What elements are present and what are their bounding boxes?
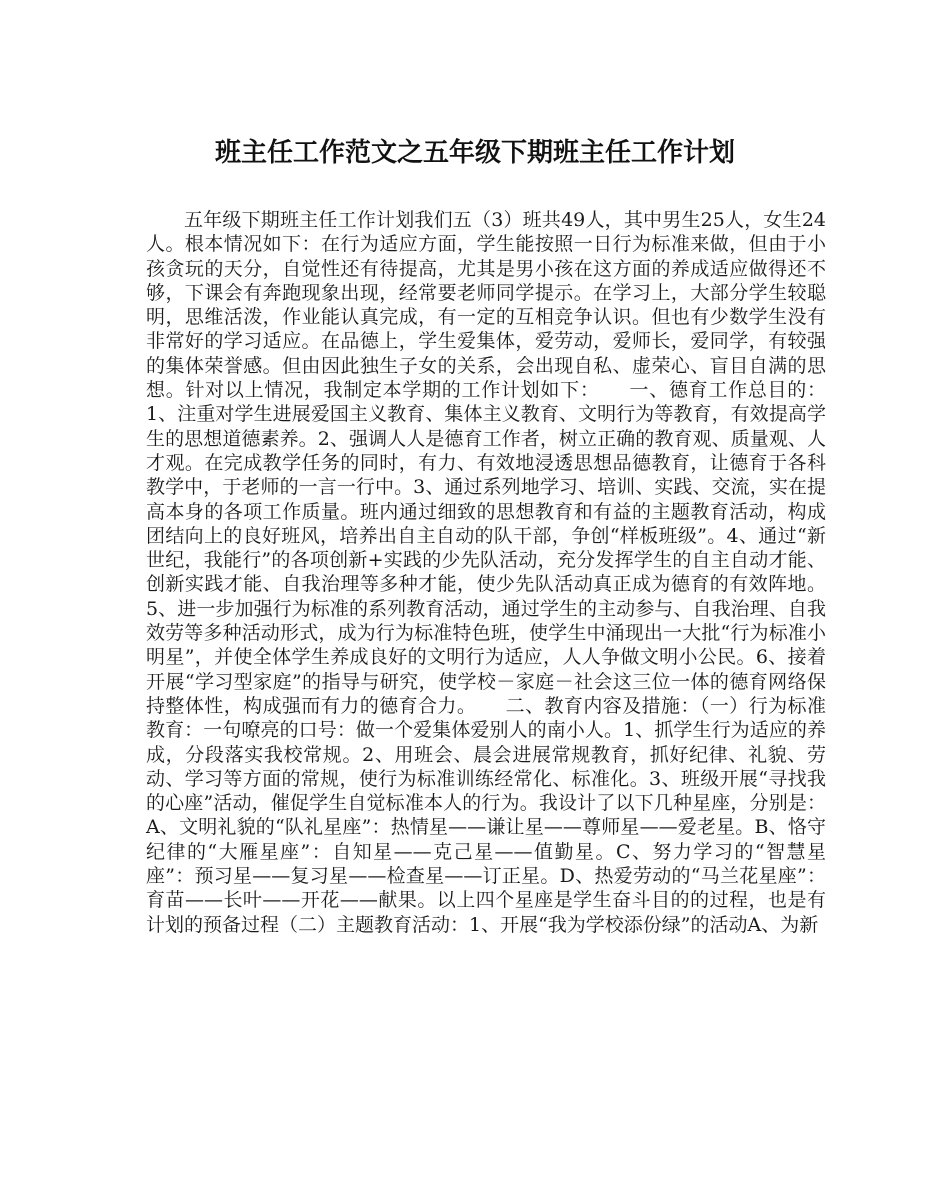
document-title: 班主任工作范文之五年级下期班主任工作计划: [214, 138, 735, 168]
document-body-paragraph: 五年级下期班主任工作计划我们五（3）班共49人，其中男生25人，女生24人。根本情况如下：在行为适应方面，学生能按照一日行为标准来做，但由于小孩贪玩的天分，自觉性还有待提高，尤其是男小孩在这方面的养成适应做得还不够，下课会有奔跑现象出现，经常要老师同学提示。在学习上，大部分学生较聪明，思维活泼，作业能认真完成，有一定的互相竞争认识。但也有少数学生没有非常好的学习适应。在品德上，学生爱集体，爱劳动，爱师长，爱同学，有较强的集体荣誉感。但由因此独生子女的关系，会出现自私、虚荣心、盲目自满的思想。针对以上情况，我制定本学期的工作计划如下： 一、德育工作总目的：1、注重对学生进展爱国主义教育、集体主义教育、文明行为等教育，有效提高学生的思想道德素养。2、强调人人是德育工作者，树立正确的教育观、质量观、人才观。在完成教学任务的同时，有力、有效地浸透思想品德教育，让德育于各科教学中，于老师的一言一行中。3、通过系列地学习、培训、实践、交流，实在提高本身的各项工作质量。班内通过细致的思想教育和有益的主题教育活动，构成团结向上的良好班风，培养出自主自动的队干部，争创“样板班级”。4、通过“新世纪，我能行”的各项创新+实践的少先队活动，充分发挥学生的自主自动才能、创新实践才能、自我治理等多种才能，使少先队活动真正成为德育的有效阵地。5、进一步加强行为标准的系列教育活动，通过学生的主动参与、自我治理、自我效劳等多种活动形式，成为行为标准特色班，使学生中涌现出一大批“行为标准小明星”，并使全体学生养成良好的文明行为适应，人人争做文明小公民。6、接着开展“学习型家庭”的指导与研究，使学校－家庭－社会这三位一体的德育网络保持整体性，构成强而有力的德育合力。 二、教育内容及措施：（一）行为标准教育：一句嘹亮的口号：做一个爱集体爱别人的南小人。1、抓学生行为适应的养成，分段落实我校常规。2、用班会、晨会进展常规教育，抓好纪律、礼貌、劳动、学习等方面的常规，使行为标准训练经常化、标准化。3、班级开展“寻找我的心座”活动，催促学生自觉标准本人的行为。我设计了以下几种星座，分别是：A、文明礼貌的“队礼星座”：热情星——谦让星——尊师星——爱老星。B、恪守纪律的“大雁星座”：自知星——克己星——值勤星。C、努力学习的“智慧星座”：预习星——复习星——检查星——订正星。D、热爱劳动的“马兰花星座”：育苗——长叶——开花——献果。以上四个星座是学生奋斗目的的过程，也是有计划的预备过程（二）主题教育活动：1、开展“我为学校添份绿”的活动A、为新: [146, 209, 826, 936]
